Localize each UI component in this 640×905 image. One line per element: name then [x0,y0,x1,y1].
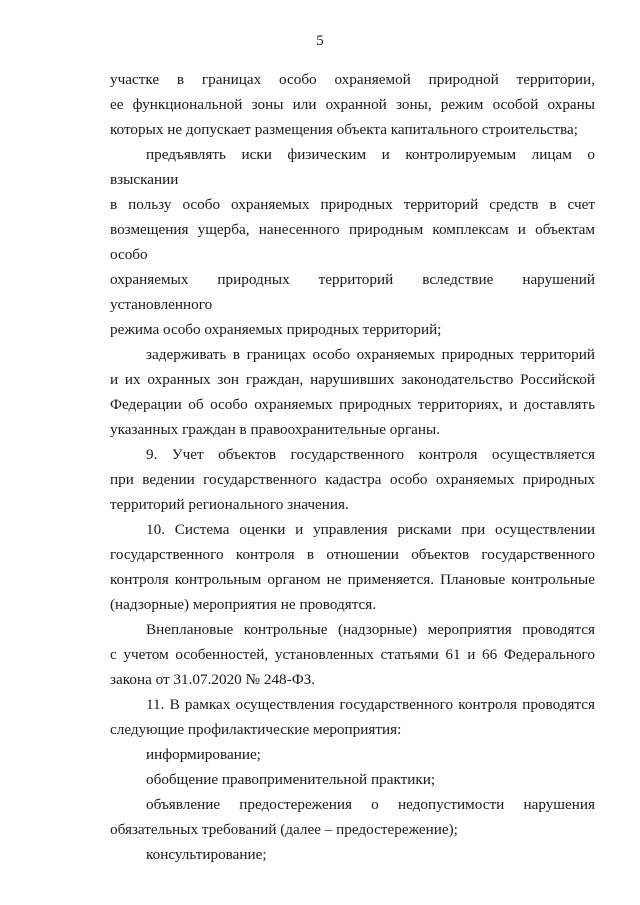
paragraph [110,342,595,442]
paragraph [110,442,595,517]
document-body [110,67,595,867]
paragraph-line: информирование; [146,746,261,763]
paragraph-line: территорий регионального значения. [110,496,349,513]
paragraph-line: ее функциональной зоны или охранной зоны, режим особой охраны [110,96,595,113]
page-number: 5 [316,33,324,49]
paragraph-line: государственного контроля в отношении объектов государственного [110,546,595,563]
paragraph-line: следующие профилактические мероприятия: [110,721,402,738]
paragraph-line: с учетом особенностей, установленных статьями 61 и 66 Федерального [110,646,595,663]
paragraph [110,842,595,867]
paragraph-line: участке в границах особо охраняемой природной территории, [110,71,595,88]
paragraph-line: Внеплановые контрольные (надзорные) мероприятия проводятся [146,621,595,638]
paragraph-line: обязательных требований (далее – предостережение); [110,821,458,838]
paragraph-line: обобщение правоприменительной практики; [146,771,436,788]
paragraph-line: 9. Учет объектов государственного контроля осуществляется [146,446,595,463]
paragraph [110,67,595,142]
paragraph-line: 10. Система оценки и управления рисками при осуществлении [146,521,595,538]
paragraph-line: (надзорные) мероприятия не проводятся. [110,596,377,613]
paragraph-line: Федерации об особо охраняемых природных территориях, и доставлять [110,396,595,413]
paragraph-line: охраняемых природных территорий вследствие нарушений установленного [110,271,595,313]
paragraph-line: закона от 31.07.2020 № 248-ФЗ. [110,671,316,688]
paragraph-line: объявление предостережения о недопустимости нарушения [146,796,595,813]
paragraph-line: предъявлять иски физическим и контролируемым лицам о взыскании [110,146,595,188]
paragraph-line: 11. В рамках осуществления государственного контроля проводятся [146,696,595,713]
paragraph-line: при ведении государственного кадастра особо охраняемых природных [110,471,595,488]
paragraph [110,692,595,742]
paragraph-line: и их охранных зон граждан, нарушивших законодательство Российской [110,371,595,388]
paragraph-line: режима особо охраняемых природных территорий; [110,321,442,338]
paragraph [110,142,595,342]
paragraph [110,617,595,692]
paragraph-line: которых не допускает размещения объекта капитального строительства; [110,121,578,138]
paragraph [110,517,595,617]
paragraph-line: контроля контрольным органом не применяется. Плановые контрольные [110,571,595,588]
paragraph-line: задерживать в границах особо охраняемых природных территорий [146,346,595,363]
paragraph-line: в пользу особо охраняемых природных территорий средств в счет [110,196,595,213]
paragraph-line: возмещения ущерба, нанесенного природным комплексам и объектам особо [110,221,595,263]
paragraph [110,742,595,767]
paragraph-line: консультирование; [146,846,267,863]
paragraph-line: указанных граждан в правоохранительные органы. [110,421,441,438]
paragraph [110,767,595,792]
paragraph [110,792,595,842]
